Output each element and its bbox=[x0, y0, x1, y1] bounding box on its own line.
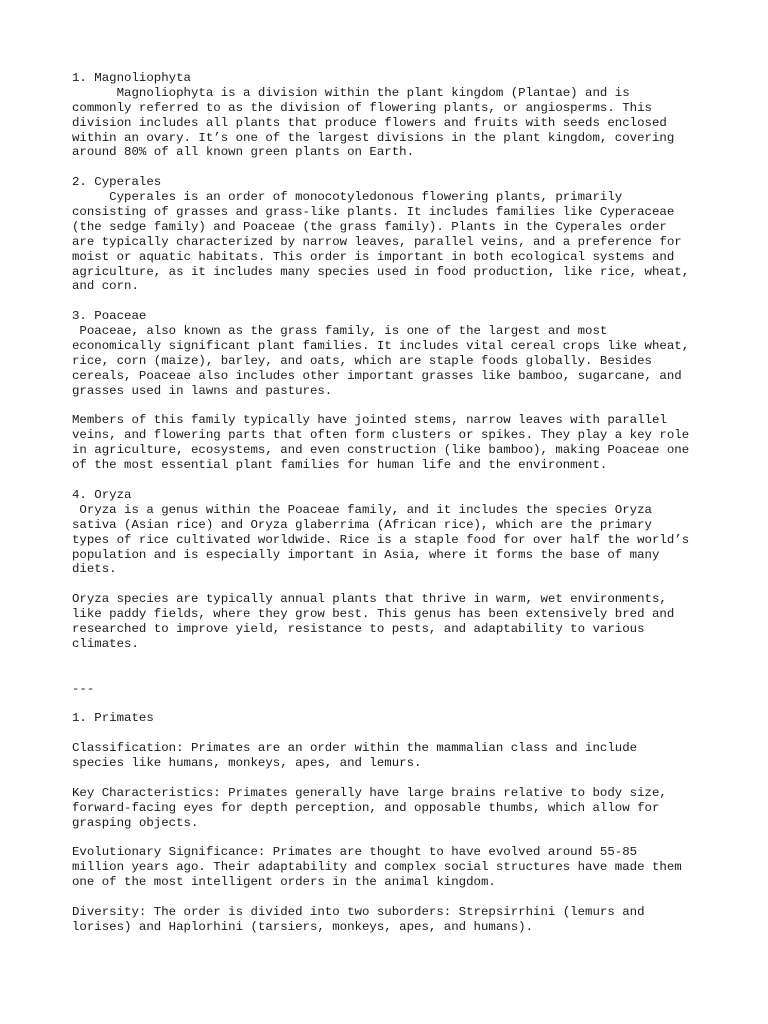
paragraph-poaceae-members bbox=[72, 413, 712, 473]
separator-text: --- bbox=[72, 681, 95, 696]
paragraph-line: population and is especially important in Asia, where it forms the base of many bbox=[72, 547, 660, 562]
section-heading: 1. Magnoliophyta bbox=[72, 71, 191, 85]
paragraph-line: Diversity: The order is divided into two suborders: Strepsirrhini (lemurs and bbox=[72, 904, 645, 919]
paragraph-diversity bbox=[72, 905, 712, 935]
paragraph-line: lorises) and Haplorhini (tarsiers, monkeys, apes, and humans). bbox=[72, 919, 534, 934]
paragraph-key-characteristics bbox=[72, 786, 712, 831]
paragraph-line: veins, and flowering parts that often form clusters or spikes. They play a key role bbox=[72, 428, 690, 443]
paragraph-line: one of the most intelligent orders in the animal kingdom. bbox=[72, 875, 496, 890]
paragraph-line: researched to improve yield, resistance to pests, and adaptability to various bbox=[72, 621, 645, 636]
paragraph-line: grasping objects. bbox=[72, 815, 199, 830]
paragraph-evolutionary-significance bbox=[72, 845, 712, 890]
paragraph-line: agriculture, as it includes many species used in food production, like rice, wheat, bbox=[72, 264, 690, 279]
paragraph-line: Poaceae, also known as the grass family, is one of the largest and most bbox=[72, 324, 608, 339]
paragraph-line: Classification: Primates are an order within the mammalian class and include bbox=[72, 741, 638, 756]
paragraph-line: moist or aquatic habitats. This order is important in both ecological systems and bbox=[72, 249, 675, 264]
paragraph-line: grasses used in lawns and pastures. bbox=[72, 383, 333, 398]
section-heading: 3. Poaceae bbox=[72, 309, 147, 324]
document-page bbox=[72, 71, 712, 950]
paragraph-line: Oryza is a genus within the Poaceae family, and it includes the species Oryza bbox=[72, 502, 652, 517]
paragraph-line: sativa (Asian rice) and Oryza glaberrima (African rice), which are the primary bbox=[72, 517, 652, 532]
paragraph-line: Key Characteristics: Primates generally have large brains relative to body size, bbox=[72, 785, 667, 800]
paragraph-line: diets. bbox=[72, 562, 117, 577]
paragraph-line: are typically characterized by narrow leaves, parallel veins, and a preference for bbox=[72, 234, 682, 249]
paragraph-line: like paddy fields, where they grow best. This genus has been extensively bred and bbox=[72, 607, 675, 622]
paragraph-line: division includes all plants that produce flowers and fruits with seeds enclosed bbox=[72, 115, 667, 130]
paragraph-line: species like humans, monkeys, apes, and lemurs. bbox=[72, 755, 422, 770]
paragraph-line: commonly referred to as the division of flowering plants, or angiosperms. This bbox=[72, 100, 652, 115]
paragraph-line: Evolutionary Significance: Primates are thought to have evolved around 55-85 bbox=[72, 845, 638, 860]
paragraph-line: Cyperales is an order of monocotyledonous flowering plants, primarily bbox=[72, 190, 623, 205]
separator bbox=[72, 682, 712, 697]
paragraph-line: of the most essential plant families for human life and the environment. bbox=[72, 458, 608, 473]
paragraph-oryza-species bbox=[72, 592, 712, 652]
blank-line bbox=[72, 667, 712, 682]
section-heading: 2. Cyperales bbox=[72, 175, 162, 190]
section-heading: 1. Primates bbox=[72, 711, 154, 726]
paragraph-line: within an ovary. It’s one of the largest divisions in the plant kingdom, covering bbox=[72, 130, 675, 145]
paragraph-line: cereals, Poaceae also includes other important grasses like bamboo, sugarcane, and bbox=[72, 368, 682, 383]
paragraph-line: consisting of grasses and grass-like plants. It includes families like Cyperaceae bbox=[72, 205, 675, 220]
section-cyperales bbox=[72, 175, 712, 294]
paragraph-line: Magnoliophyta is a division within the plant kingdom (Plantae) and is bbox=[72, 85, 630, 100]
paragraph-line: million years ago. Their adaptability and complex social structures have made them bbox=[72, 860, 682, 875]
paragraph-line: in agriculture, ecosystems, and even construction (like bamboo), making Poaceae one bbox=[72, 443, 690, 458]
section-primates-heading bbox=[72, 711, 712, 726]
paragraph-line: climates. bbox=[72, 636, 139, 651]
paragraph-line: (the sedge family) and Poaceae (the grass family). Plants in the Cyperales order bbox=[72, 219, 667, 234]
paragraph-line: rice, corn (maize), barley, and oats, which are staple foods globally. Besides bbox=[72, 353, 652, 368]
section-magnoliophyta bbox=[72, 71, 712, 160]
paragraph-line: Members of this family typically have jointed stems, narrow leaves with parallel bbox=[72, 413, 667, 428]
paragraph-line: and corn. bbox=[72, 279, 139, 294]
paragraph-line: around 80% of all known green plants on Earth. bbox=[72, 145, 415, 160]
paragraph-line: forward-facing eyes for depth perception, and opposable thumbs, which allow for bbox=[72, 800, 660, 815]
section-heading: 4. Oryza bbox=[72, 487, 132, 502]
paragraph-classification bbox=[72, 741, 712, 771]
section-poaceae bbox=[72, 309, 712, 398]
paragraph-line: Oryza species are typically annual plants that thrive in warm, wet environments, bbox=[72, 592, 667, 607]
paragraph-line: economically significant plant families. It includes vital cereal crops like wheat, bbox=[72, 339, 690, 354]
section-oryza bbox=[72, 488, 712, 577]
paragraph-line: types of rice cultivated worldwide. Rice is a staple food for over half the world’s bbox=[72, 532, 690, 547]
